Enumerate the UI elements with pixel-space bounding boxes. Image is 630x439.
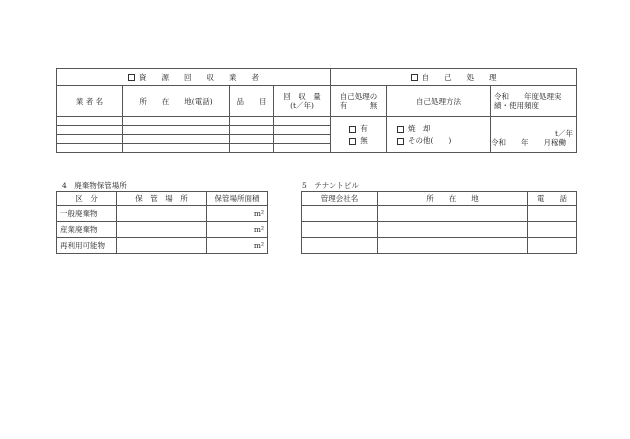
business-name-cell[interactable]	[57, 135, 123, 144]
location-cell[interactable]	[123, 117, 230, 126]
checkbox-icon[interactable]	[349, 126, 356, 133]
checkbox-icon[interactable]	[397, 126, 404, 133]
header-management-company: 管理会社名	[302, 192, 378, 206]
row-label-industrial-waste: 産業廃棄物	[57, 222, 117, 238]
row-label-recyclables: 再利用可能物	[57, 238, 117, 254]
checkbox-icon[interactable]	[349, 138, 356, 145]
checkbox-icon[interactable]	[411, 74, 418, 81]
checkbox-icon[interactable]	[128, 74, 135, 81]
self-disposal-presence-cell: 有 無	[331, 117, 387, 153]
item-cell[interactable]	[230, 144, 274, 153]
item-cell[interactable]	[230, 135, 274, 144]
header-location-phone: 所 在 地(電話)	[123, 86, 230, 117]
tenant-building-table	[301, 191, 577, 254]
location-cell[interactable]	[123, 126, 230, 135]
disposal-method-cell: 焼 却 その他( )	[387, 117, 491, 153]
location-cell[interactable]	[123, 144, 230, 153]
storage-area-cell[interactable]: m²	[207, 238, 268, 254]
header-storage-area: 保管場所面積	[207, 192, 268, 206]
recycler-section-header: 資 源 回 収 業 者	[57, 69, 331, 86]
row-label-general-waste: 一般廃棄物	[57, 206, 117, 222]
address-cell[interactable]	[378, 206, 528, 222]
volume-cell[interactable]	[274, 135, 331, 144]
recycler-self-disposal-table	[56, 68, 577, 153]
header-self-disposal-presence: 自己処理の 有 無	[331, 86, 387, 117]
storage-location-cell[interactable]	[117, 206, 207, 222]
business-name-cell[interactable]	[57, 117, 123, 126]
location-cell[interactable]	[123, 135, 230, 144]
header-collection-volume: 回 収 量 (t／年)	[274, 86, 331, 117]
self-disposal-section-header: 自 己 処 理	[331, 69, 577, 86]
storage-location-cell[interactable]	[117, 222, 207, 238]
phone-cell[interactable]	[528, 222, 577, 238]
storage-area-cell[interactable]: m²	[207, 222, 268, 238]
management-company-cell[interactable]	[302, 206, 378, 222]
header-category: 区 分	[57, 192, 117, 206]
section5-title: 5 テナントビル	[302, 181, 359, 190]
phone-cell[interactable]	[528, 238, 577, 254]
management-company-cell[interactable]	[302, 222, 378, 238]
business-name-cell[interactable]	[57, 126, 123, 135]
checkbox-icon[interactable]	[397, 138, 404, 145]
header-item: 品 目	[230, 86, 274, 117]
storage-location-cell[interactable]	[117, 238, 207, 254]
phone-cell[interactable]	[528, 206, 577, 222]
header-disposal-method: 自己処理方法	[387, 86, 491, 117]
waste-storage-table	[56, 191, 268, 254]
item-cell[interactable]	[230, 117, 274, 126]
item-cell[interactable]	[230, 126, 274, 135]
management-company-cell[interactable]	[302, 238, 378, 254]
header-phone: 電 話	[528, 192, 577, 206]
volume-cell[interactable]	[274, 117, 331, 126]
performance-cell[interactable]: t／年 令和 年 月稼働	[491, 117, 577, 153]
business-name-cell[interactable]	[57, 144, 123, 153]
header-performance: 令和 年度処理実 績・使用頻度	[491, 86, 577, 117]
volume-cell[interactable]	[274, 144, 331, 153]
storage-area-cell[interactable]: m²	[207, 206, 268, 222]
address-cell[interactable]	[378, 222, 528, 238]
address-cell[interactable]	[378, 238, 528, 254]
header-business-name: 業 者 名	[57, 86, 123, 117]
section4-title: 4 廃棄物保管場所	[62, 181, 127, 190]
header-storage-location: 保 管 場 所	[117, 192, 207, 206]
volume-cell[interactable]	[274, 126, 331, 135]
header-address: 所 在 地	[378, 192, 528, 206]
